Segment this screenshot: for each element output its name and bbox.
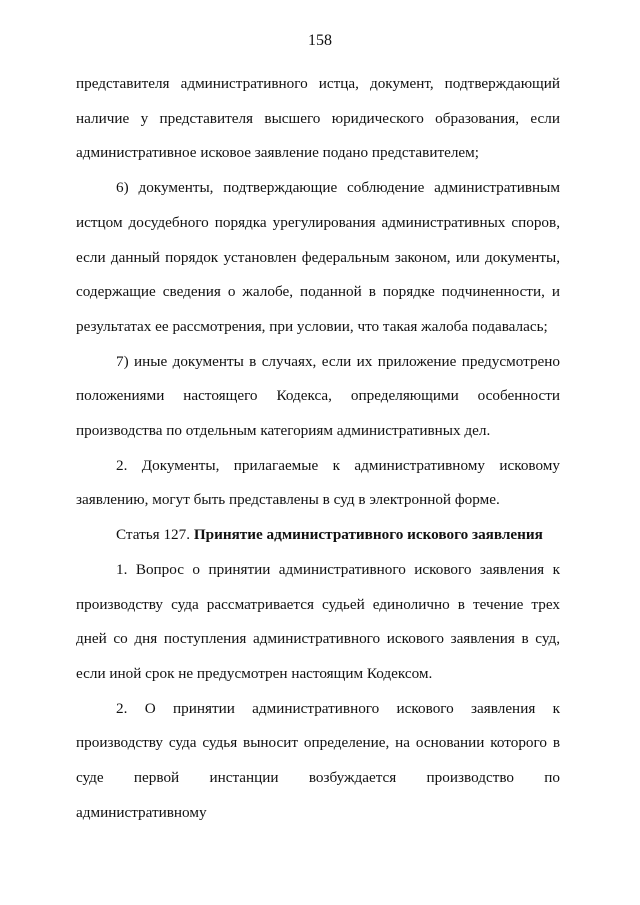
paragraph-continuation: представителя административного истца, документ, подтверждающий наличие у представителя высшего юридического образования, если административное исковое заявление подано представителем; [76, 75, 560, 162]
article-heading [76, 518, 560, 553]
article-number: Статья 127. [116, 526, 194, 544]
page-number: 158 [308, 32, 332, 49]
document-body [76, 67, 560, 830]
article-title: Принятие административного искового заявления [193, 526, 543, 544]
paragraph-item-7: 7) иные документы в случаях, если их приложение предусмотрено положениями настоящего Кодекса, определяющими особенности производства по отдельным категориям административных дел. [76, 352, 560, 440]
paragraph-part-1-acceptance: 1. Вопрос о принятии административного искового заявления к производству суда рассматривается судьей единолично в течение трех дней со дня поступления административного искового заявления в суд, если иной срок не предусмотрен настоящим Кодексом. [76, 560, 560, 682]
paragraph-part-2-ruling: 2. О принятии административного искового заявления к производству суда судья выносит определение, на основании которого в суде первой инстанции возбуждается производство по административному [76, 699, 560, 821]
paragraph-part-2-documents: 2. Документы, прилагаемые к административному исковому заявлению, могут быть представлены в суд в электронной форме. [76, 456, 560, 509]
paragraph-item-6: 6) документы, подтверждающие соблюдение административным истцом досудебного порядка урегулирования административных споров, если данный порядок установлен федеральным законом, или документы, содержащие сведения о жалобе, поданной в порядке подчиненности, и результатах ее рассмотрения, при условии, что такая жалоба подавалась; [76, 179, 560, 335]
